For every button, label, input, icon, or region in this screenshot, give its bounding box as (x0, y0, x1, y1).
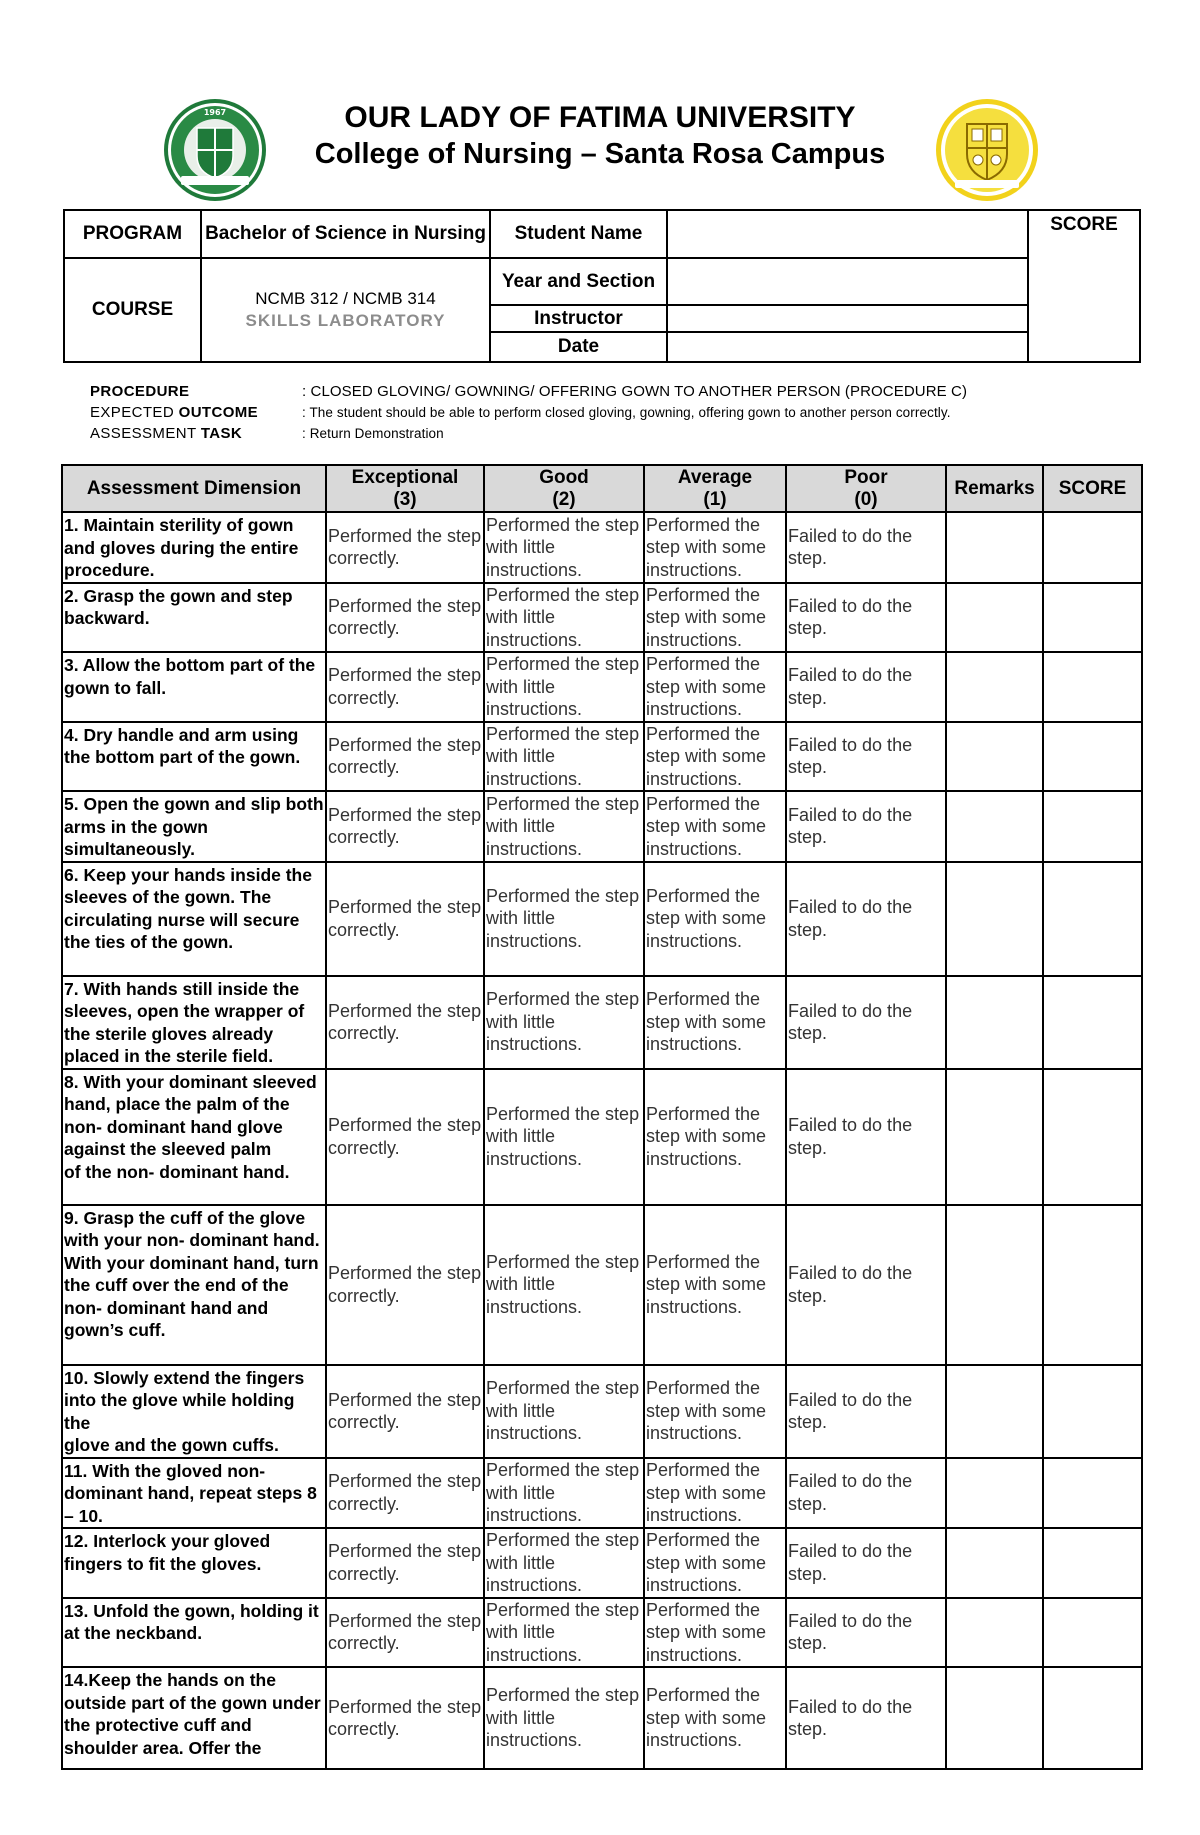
score-cell[interactable] (1043, 1667, 1142, 1769)
rubric-row (62, 791, 1142, 862)
criteria-poor-cell: Failed to do the step. (786, 791, 946, 862)
score-cell[interactable] (1043, 1365, 1142, 1458)
criteria-good-cell: Performed the step with little instructions. (484, 976, 644, 1069)
criteria-good-cell: Performed the step with little instructions. (484, 1528, 644, 1598)
criteria-average-cell: Performed the step with some instructions. (644, 862, 786, 976)
course-code: NCMB 312 / NCMB 314 (255, 289, 436, 308)
criteria-average-cell: Performed the step with some instructions. (644, 976, 786, 1069)
criteria-average-cell: Performed the step with some instructions. (644, 652, 786, 722)
header-poor (786, 465, 946, 512)
assessment-dimension-cell (62, 1069, 326, 1205)
header-poor-label: Poor (844, 466, 888, 488)
rubric-header-row (62, 465, 1142, 512)
rubric-row (62, 652, 1142, 722)
header-score: SCORE (1043, 465, 1142, 512)
criteria-good-cell: Performed the step with little instructions. (484, 1205, 644, 1365)
assessment-dimension-cell (62, 862, 326, 976)
criteria-exceptional-cell: Performed the step correctly. (326, 1458, 484, 1529)
score-cell[interactable] (1043, 1458, 1142, 1529)
procedure-details (90, 381, 967, 444)
criteria-good-cell: Performed the step with little instructions. (484, 1458, 644, 1529)
assessment-dimension-cell (62, 1667, 326, 1769)
rubric-row (62, 1365, 1142, 1458)
student-name-label: Student Name (490, 210, 667, 258)
remarks-cell[interactable] (946, 1458, 1043, 1529)
criteria-average-cell: Performed the step with some instructions. (644, 1365, 786, 1458)
assessment-step-text: 8. With your dominant sleeved hand, place the palm of the non- dominant hand glove against the sleeved palm (64, 1071, 317, 1159)
score-cell[interactable] (1043, 512, 1142, 583)
rubric-row (62, 1205, 1142, 1365)
criteria-poor-cell: Failed to do the step. (786, 1069, 946, 1205)
criteria-good-cell: Performed the step with little instructions. (484, 722, 644, 792)
score-cell[interactable] (1043, 583, 1142, 653)
criteria-good-cell: Performed the step with little instructions. (484, 1598, 644, 1668)
score-cell[interactable] (1043, 976, 1142, 1069)
assessment-step-text: 12. Interlock your gloved fingers to fit the gloves. (64, 1531, 271, 1574)
criteria-exceptional-cell: Performed the step correctly. (326, 1205, 484, 1365)
course-subtitle: SKILLS LABORATORY (245, 311, 446, 330)
header-average-label: Average (677, 466, 753, 488)
header-good (484, 465, 644, 512)
criteria-poor-cell: Failed to do the step. (786, 1528, 946, 1598)
assessment-step-text: 2. Grasp the gown and step backward. (64, 585, 293, 628)
score-label: SCORE (1050, 214, 1118, 235)
assessment-dimension-cell (62, 583, 326, 653)
criteria-average-cell: Performed the step with some instructions. (644, 1069, 786, 1205)
program-label: PROGRAM (64, 210, 201, 258)
assessment-step-text: 6. Keep your hands inside the (64, 864, 312, 885)
assessment-dimension-cell (62, 976, 326, 1069)
header-dimension: Assessment Dimension (62, 465, 326, 512)
remarks-cell[interactable] (946, 1528, 1043, 1598)
criteria-average-cell: Performed the step with some instructions. (644, 1667, 786, 1769)
year-section-field[interactable] (667, 258, 1028, 305)
criteria-average-cell: Performed the step with some instructions. (644, 583, 786, 653)
remarks-cell[interactable] (946, 512, 1043, 583)
criteria-good-cell: Performed the step with little instructions. (484, 862, 644, 976)
score-cell[interactable] (1043, 652, 1142, 722)
criteria-exceptional-cell: Performed the step correctly. (326, 1069, 484, 1205)
course-label: COURSE (64, 258, 201, 362)
criteria-good-cell: Performed the step with little instructions. (484, 1069, 644, 1205)
expected-outcome-row (90, 402, 967, 423)
assessment-dimension-cell (62, 791, 326, 862)
criteria-good-cell: Performed the step with little instructions. (484, 791, 644, 862)
rubric-row (62, 583, 1142, 653)
procedure-row (90, 381, 967, 402)
criteria-exceptional-cell: Performed the step correctly. (326, 862, 484, 976)
remarks-cell[interactable] (946, 791, 1043, 862)
rubric-body (62, 512, 1142, 1769)
criteria-exceptional-cell: Performed the step correctly. (326, 1667, 484, 1769)
program-value: Bachelor of Science in Nursing (201, 210, 490, 258)
assessment-step-text: glove and the gown cuffs. (64, 1435, 279, 1455)
header-average-points: (1) (703, 488, 727, 510)
assessment-dimension-cell (62, 652, 326, 722)
college-name: College of Nursing – Santa Rosa Campus (314, 138, 886, 170)
criteria-good-cell: Performed the step with little instructions. (484, 1365, 644, 1458)
criteria-exceptional-cell: Performed the step correctly. (326, 1528, 484, 1598)
rubric-row (62, 1528, 1142, 1598)
remarks-cell[interactable] (946, 1365, 1043, 1458)
assessment-dimension-cell (62, 1205, 326, 1365)
header-exceptional-points: (3) (393, 488, 417, 510)
criteria-average-cell: Performed the step with some instructions. (644, 791, 786, 862)
criteria-poor-cell: Failed to do the step. (786, 976, 946, 1069)
instructor-label: Instructor (490, 305, 667, 332)
criteria-exceptional-cell: Performed the step correctly. (326, 1365, 484, 1458)
criteria-average-cell: Performed the step with some instructions. (644, 1458, 786, 1529)
assessment-step-text: 10. Slowly extend the fingers into the glove while holding the (64, 1367, 305, 1433)
criteria-poor-cell: Failed to do the step. (786, 1205, 946, 1365)
date-field[interactable] (667, 332, 1028, 362)
remarks-cell[interactable] (946, 722, 1043, 792)
student-name-field[interactable] (667, 210, 1028, 258)
student-info-table (63, 209, 1141, 363)
task-label-prefix: ASSESSMENT (90, 425, 201, 442)
assessment-dimension-cell (62, 1365, 326, 1458)
rubric-row (62, 1598, 1142, 1668)
outcome-label-prefix: EXPECTED (90, 404, 179, 421)
criteria-exceptional-cell: Performed the step correctly. (326, 1598, 484, 1668)
assessment-step-text: 4. Dry handle and arm using the bottom part of the gown. (64, 724, 301, 767)
remarks-cell[interactable] (946, 1069, 1043, 1205)
score-cell[interactable] (1043, 1205, 1142, 1365)
rubric-row (62, 1667, 1142, 1769)
course-value (201, 258, 490, 362)
criteria-poor-cell: Failed to do the step. (786, 1458, 946, 1529)
score-cell[interactable] (1043, 1598, 1142, 1668)
date-label: Date (490, 332, 667, 362)
procedure-value: : CLOSED GLOVING/ GOWNING/ OFFERING GOWN TO ANOTHER PERSON (PROCEDURE C) (302, 383, 968, 400)
remarks-cell[interactable] (946, 1667, 1043, 1769)
document-title-block (0, 100, 1200, 173)
assessment-dimension-cell (62, 722, 326, 792)
header-poor-points: (0) (854, 488, 878, 510)
university-name: OUR LADY OF FATIMA UNIVERSITY (344, 101, 856, 134)
assessment-step-text: 1. Maintain sterility of gown and gloves during the entire procedure. (64, 515, 299, 580)
criteria-average-cell: Performed the step with some instructions. (644, 1528, 786, 1598)
header-good-label: Good (539, 466, 589, 488)
assessment-step-text: 9. Grasp the cuff of the glove with your non- dominant hand. With your dominant hand, turn the cuff over the end of the non- dominant hand and gown’s cuff. (64, 1207, 320, 1340)
instructor-field[interactable] (667, 305, 1028, 332)
total-score-cell[interactable] (1028, 210, 1140, 362)
criteria-average-cell: Performed the step with some instructions. (644, 722, 786, 792)
score-cell[interactable] (1043, 1069, 1142, 1205)
criteria-exceptional-cell: Performed the step correctly. (326, 512, 484, 583)
criteria-exceptional-cell: Performed the step correctly. (326, 976, 484, 1069)
rubric-row (62, 512, 1142, 583)
criteria-good-cell: Performed the step with little instructions. (484, 583, 644, 653)
criteria-average-cell: Performed the step with some instructions. (644, 512, 786, 583)
criteria-poor-cell: Failed to do the step. (786, 862, 946, 976)
assessment-dimension-cell (62, 1598, 326, 1668)
seal-year: 1967 (203, 108, 227, 117)
remarks-cell[interactable] (946, 976, 1043, 1069)
assessment-step-text: 5. Open the gown and slip both arms in the gown simultaneously. (64, 794, 324, 859)
header-exceptional-label: Exceptional (351, 466, 459, 488)
criteria-exceptional-cell: Performed the step correctly. (326, 722, 484, 792)
criteria-poor-cell: Failed to do the step. (786, 1365, 946, 1458)
criteria-good-cell: Performed the step with little instructions. (484, 512, 644, 583)
score-cell[interactable] (1043, 862, 1142, 976)
assessment-task-value: : Return Demonstration (302, 426, 444, 441)
criteria-good-cell: Performed the step with little instructions. (484, 1667, 644, 1769)
criteria-exceptional-cell: Performed the step correctly. (326, 583, 484, 653)
criteria-poor-cell: Failed to do the step. (786, 1598, 946, 1668)
assessment-step-text: 14.Keep the hands on the outside part of the gown under the protective cuff and shoulder area. Offer the (64, 1670, 321, 1758)
remarks-cell[interactable] (946, 583, 1043, 653)
year-section-label: Year and Section (490, 258, 667, 305)
header-average (644, 465, 786, 512)
criteria-poor-cell: Failed to do the step. (786, 1667, 946, 1769)
assessment-task-row (90, 423, 967, 444)
criteria-average-cell: Performed the step with some instructions. (644, 1598, 786, 1668)
rubric-row (62, 862, 1142, 976)
assessment-step-text: 3. Allow the bottom part of the gown to fall. (64, 655, 316, 698)
assessment-dimension-cell (62, 1458, 326, 1529)
remarks-cell[interactable] (946, 862, 1043, 976)
header-remarks: Remarks (946, 465, 1043, 512)
criteria-exceptional-cell: Performed the step correctly. (326, 791, 484, 862)
assessment-step-text: 7. With hands still inside the sleeves, open the wrapper of the sterile gloves already placed in the sterile field. (64, 978, 305, 1066)
assessment-step-text: 13. Unfold the gown, holding it at the neckband. (64, 1600, 319, 1643)
rubric-row (62, 1069, 1142, 1205)
remarks-cell[interactable] (946, 1205, 1043, 1365)
criteria-poor-cell: Failed to do the step. (786, 722, 946, 792)
criteria-poor-cell: Failed to do the step. (786, 652, 946, 722)
assessment-step-text: of the non- dominant hand. (64, 1161, 290, 1182)
assessment-dimension-cell (62, 512, 326, 583)
remarks-cell[interactable] (946, 652, 1043, 722)
assessment-dimension-cell (62, 1528, 326, 1598)
assessment-rubric-table (61, 464, 1143, 1770)
assessment-step-text: sleeves of the gown. The circulating nurse will secure the ties of the gown. (64, 887, 300, 952)
remarks-cell[interactable] (946, 1598, 1043, 1668)
task-label: TASK (200, 425, 243, 442)
score-cell[interactable] (1043, 722, 1142, 792)
header-exceptional (326, 465, 484, 512)
assessment-step-text: 11. With the gloved non- dominant hand, repeat steps 8 – 10. (64, 1460, 317, 1526)
score-cell[interactable] (1043, 1528, 1142, 1598)
criteria-poor-cell: Failed to do the step. (786, 583, 946, 653)
criteria-exceptional-cell: Performed the step correctly. (326, 652, 484, 722)
procedure-label: PROCEDURE (90, 383, 190, 400)
rubric-row (62, 722, 1142, 792)
criteria-good-cell: Performed the step with little instructions. (484, 652, 644, 722)
header-good-points: (2) (552, 488, 576, 510)
expected-outcome-value: : The student should be able to perform closed gloving, gowning, offering gown to another person correctly. (302, 405, 951, 420)
criteria-average-cell: Performed the step with some instructions. (644, 1205, 786, 1365)
rubric-row (62, 976, 1142, 1069)
rubric-row (62, 1458, 1142, 1529)
criteria-poor-cell: Failed to do the step. (786, 512, 946, 583)
outcome-label: OUTCOME (178, 404, 259, 421)
score-cell[interactable] (1043, 791, 1142, 862)
